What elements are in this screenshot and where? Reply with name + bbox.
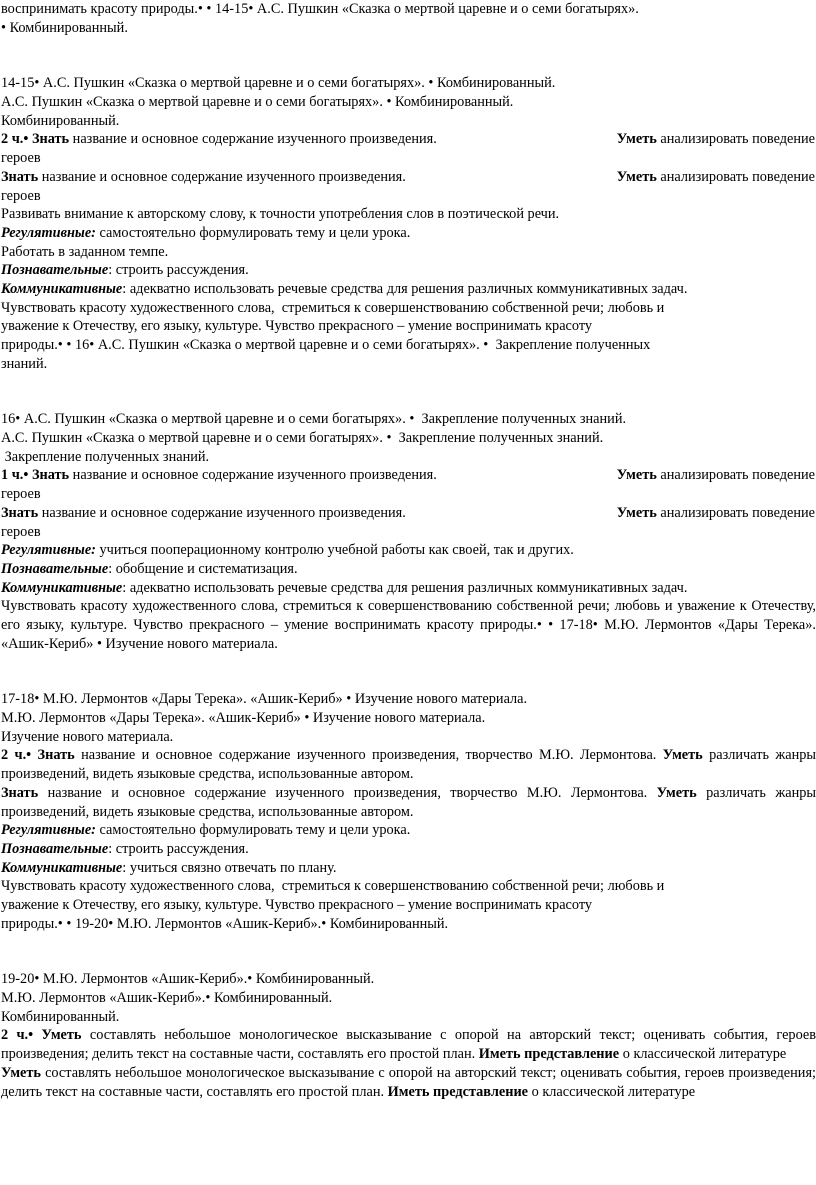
can-text: различать жанры произведений, видеть языковые средства, использованные автором. — [1, 784, 816, 820]
lesson-topic: М.Ю. Лермонтов «Ашик-Кериб».• Комбинированный. — [1, 990, 333, 1007]
idea-label: Иметь представление — [387, 1083, 529, 1100]
regulative-row — [1, 541, 816, 560]
communicative-row — [1, 579, 816, 598]
hours-label: 2 ч.• — [1, 1027, 42, 1044]
can-text: анализировать поведение — [656, 467, 815, 484]
personal-text: природы.• • 19-20• М.Ю. Лермонтов «Ашик-Кериб».• Комбинированный. — [1, 915, 449, 932]
cognitive-text: : строить рассуждения. — [108, 262, 249, 279]
communicative-row — [1, 280, 816, 299]
know-text: название и основное содержание изученного произведения. — [38, 504, 406, 521]
spacer — [1, 933, 816, 970]
idea-text: о классической литературе — [619, 1046, 787, 1063]
cognitive-label: Познавательные — [1, 560, 109, 577]
know-text: название и основное содержание изученного произведения. — [69, 131, 437, 148]
can-text: анализировать поведение — [656, 131, 815, 148]
know-label: Знать — [31, 131, 70, 148]
lesson-heading: 14-15• А.С. Пушкин «Сказка о мертвой царевне и о семи богатырях». • Комбинированный. — [1, 75, 556, 92]
hours-label: 1 ч.• — [1, 467, 32, 484]
goals-block — [1, 784, 816, 821]
can-text: составлять небольшое монологическое высказывание с опорой на авторский текст; оценивать события, героев произведения; делить текст на составные части, составлять его простой план. — [1, 1027, 816, 1063]
know-label: Знать — [1, 168, 39, 185]
lesson-heading: 19-20• М.Ю. Лермонтов «Ашик-Кериб».• Комбинированный. — [1, 971, 375, 988]
goals-block — [1, 746, 816, 783]
lesson-type: Закрепление полученных знаний. — [1, 448, 210, 465]
can-text: анализировать поведение — [656, 168, 815, 185]
communicative-row — [1, 859, 816, 878]
regulative-label: Регулятивные: — [1, 822, 96, 839]
section-lermontov-1 — [1, 690, 816, 933]
personal-text: уважение к Отечеству, его языку, культуре. Чувство прекрасного – умение воспринимать красоту — [1, 318, 593, 335]
goals-block — [1, 1064, 816, 1101]
can-label: Уметь — [616, 168, 657, 185]
regulative-text: самостоятельно формулировать тему и цели урока. — [95, 822, 411, 839]
can-label: Уметь — [616, 131, 657, 148]
hours-label: 2 ч.• — [1, 747, 38, 764]
communicative-label: Коммуникативные — [1, 280, 123, 297]
cognitive-label: Познавательные — [1, 840, 109, 857]
goals-row — [1, 168, 816, 187]
goals-row — [1, 504, 816, 523]
regulative-text: учиться пооперационному контролю учебной работы как своей, так и других. — [95, 542, 574, 559]
can-text: составлять небольшое монологическое высказывание с опорой на авторский текст; оценивать события, героев произведения; делить текст на составные части, составлять его простой план. — [1, 1064, 816, 1100]
goals-row — [1, 466, 816, 485]
lesson-type: Комбинированный. — [1, 112, 120, 129]
can-label: Уметь — [662, 747, 703, 764]
regulative-text: самостоятельно формулировать тему и цели урока. — [95, 224, 411, 241]
communicative-text: : адекватно использовать речевые средства для решения различных коммуникативных задач. — [122, 579, 688, 596]
develop-text: Развивать внимание к авторскому слову, к точности употребления слов в поэтической речи. — [1, 206, 560, 223]
heroes-text: героев — [1, 523, 41, 540]
communicative-label: Коммуникативные — [1, 859, 123, 876]
know-label: Знать — [37, 747, 75, 764]
goals-row — [1, 130, 816, 149]
spacer — [1, 653, 816, 690]
know-text: название и основное содержание изученного произведения. — [69, 467, 437, 484]
can-label: Уметь — [616, 504, 657, 521]
cognitive-row — [1, 560, 816, 579]
regulative-label: Регулятивные: — [1, 224, 96, 241]
personal-text: знаний. — [1, 355, 48, 372]
idea-text: о классической литературе — [528, 1083, 696, 1100]
goals-block — [1, 1026, 816, 1063]
can-label: Уметь — [616, 467, 657, 484]
personal-text: уважение к Отечеству, его языку, культуре. Чувство прекрасного – умение воспринимать красоту — [1, 896, 593, 913]
know-label: Знать — [1, 504, 39, 521]
regulative-row — [1, 821, 816, 840]
lesson-topic: А.С. Пушкин «Сказка о мертвой царевне и о семи богатырях». • Закрепление полученных знаний. — [1, 430, 604, 447]
can-label: Уметь — [656, 784, 697, 801]
know-label: Знать — [1, 784, 39, 801]
lesson-heading: 17-18• М.Ю. Лермонтов «Дары Терека». «Ашик-Кериб» • Изучение нового материала. — [1, 691, 528, 708]
know-text: название и основное содержание изученного произведения. — [38, 168, 406, 185]
idea-label: Иметь представление — [478, 1046, 620, 1063]
can-text: анализировать поведение — [656, 504, 815, 521]
cognitive-text: : обобщение и систематизация. — [108, 560, 298, 577]
know-text: название и основное содержание изученного произведения, творчество М.Ю. Лермонтова. — [74, 747, 657, 764]
tempo-text: Работать в заданном темпе. — [1, 243, 169, 260]
personal-text: Чувствовать красоту художественного слова, стремиться к совершенствованию собственной речи; любовь и — [1, 299, 665, 316]
know-label: Знать — [31, 467, 70, 484]
cognitive-row — [1, 261, 816, 280]
communicative-text: : адекватно использовать речевые средства для решения различных коммуникативных задач. — [122, 280, 688, 297]
lesson-type: Комбинированный. — [1, 1008, 120, 1025]
heroes-text: героев — [1, 486, 41, 503]
text-line: • Комбинированный. — [1, 19, 128, 36]
text-line: воспринимать красоту природы.• • 14-15• А.С. Пушкин «Сказка о мертвой царевне и о семи богатырях». — [1, 1, 639, 17]
personal-text: природы.• • 16• А.С. Пушкин «Сказка о мертвой царевне и о семи богатырях». • Закрепление полученных — [1, 337, 651, 353]
communicative-label: Коммуникативные — [1, 579, 123, 596]
can-text: различать жанры произведений, видеть языковые средства, использованные автором. — [1, 747, 816, 783]
communicative-text: : учиться связно отвечать по плану. — [122, 859, 337, 876]
cognitive-label: Познавательные — [1, 262, 109, 279]
heroes-text: героев — [1, 150, 41, 167]
hours-label: 2 ч.• — [1, 131, 32, 148]
section-pushkin-2 — [1, 410, 816, 653]
regulative-label: Регулятивные: — [1, 542, 96, 559]
lesson-topic: А.С. Пушкин «Сказка о мертвой царевне и о семи богатырях». • Комбинированный. — [1, 94, 514, 111]
section-lermontov-2 — [1, 970, 816, 1101]
cognitive-text: : строить рассуждения. — [108, 840, 249, 857]
personal-text: Чувствовать красоту художественного слова, стремиться к совершенствованию собственной речи; любовь и уважение к Отечеству, его языку, культуре. Чувство прекрасного – умение воспринимать красоту природы.• • 17-18• М.Ю. Лермонтов «Дары Терека». «Ашик-Кериб» • Изучение нового материала. — [1, 598, 816, 652]
heroes-text: героев — [1, 187, 41, 204]
regulative-row — [1, 224, 816, 243]
spacer — [1, 373, 816, 410]
cognitive-row — [1, 840, 816, 859]
spacer — [1, 37, 816, 74]
section-pushkin-1 — [1, 74, 816, 373]
can-label: Уметь — [1, 1064, 41, 1081]
lesson-topic: М.Ю. Лермонтов «Дары Терека». «Ашик-Кериб» • Изучение нового материала. — [1, 710, 486, 727]
lesson-type: Изучение нового материала. — [1, 728, 174, 745]
know-text: название и основное содержание изученного произведения, творчество М.Ю. Лермонтова. — [38, 784, 648, 801]
personal-text: Чувствовать красоту художественного слова, стремиться к совершенствованию собственной речи; любовь и — [1, 878, 665, 895]
lesson-heading: 16• А.С. Пушкин «Сказка о мертвой царевне и о семи богатырях». • Закрепление полученных знаний. — [1, 411, 627, 428]
can-label: Уметь — [41, 1027, 82, 1044]
